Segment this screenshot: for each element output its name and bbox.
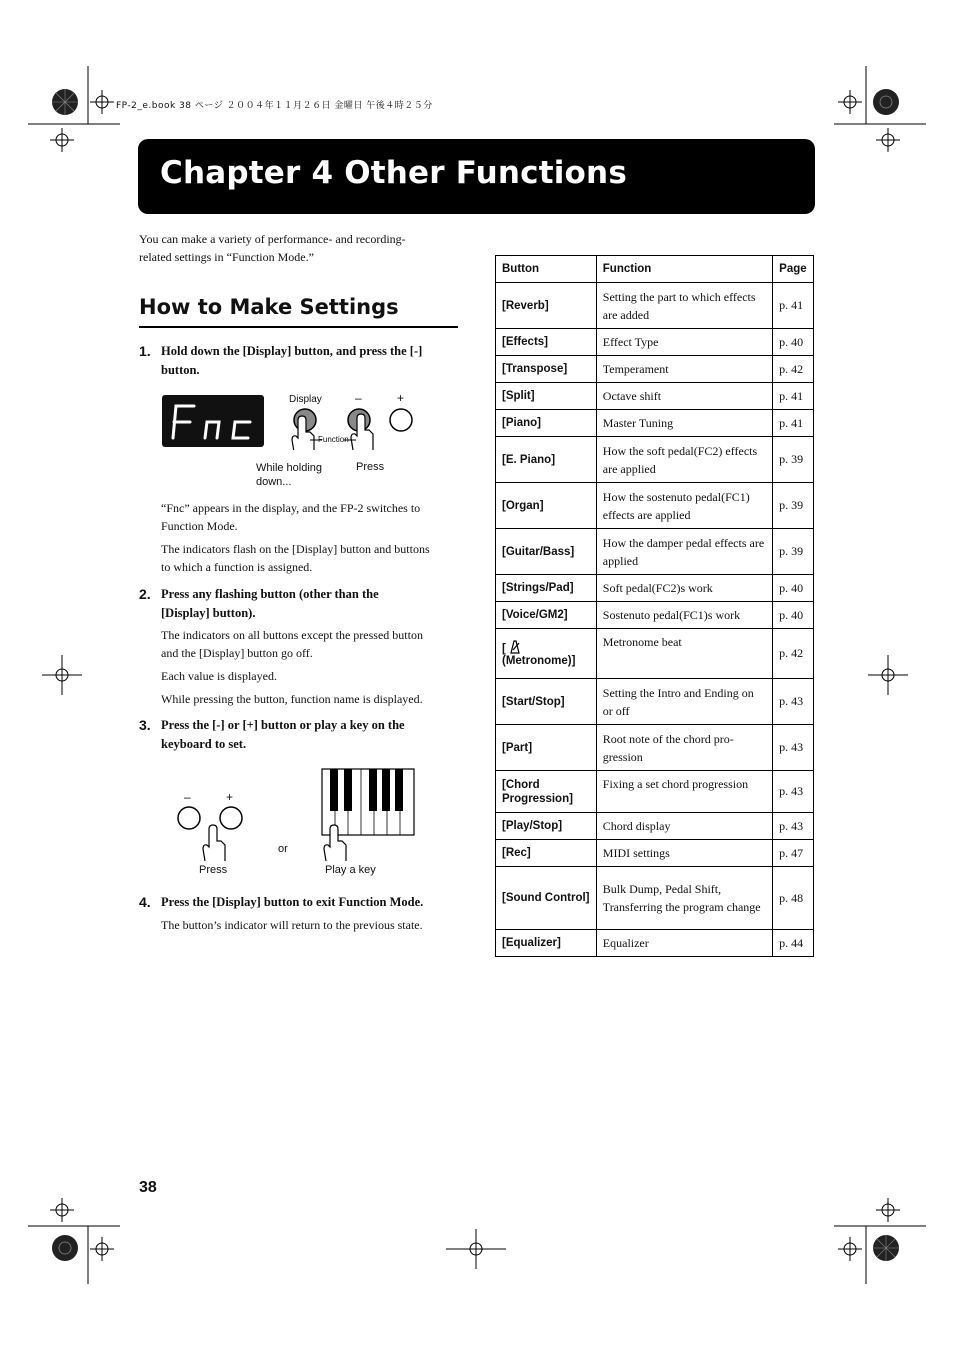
column-header: Button <box>496 256 597 283</box>
table-row: [Split] Octave shift p. 41 <box>496 383 814 410</box>
table-row: [Transpose] Temperament p. 42 <box>496 356 814 383</box>
page-number: 38 <box>139 1179 157 1196</box>
step-4-body: The button’s indicator will return to the previous state. <box>161 918 423 932</box>
metronome-icon <box>509 640 521 654</box>
function-label: Function <box>318 435 349 444</box>
table-row: [Play/Stop] Chord display p. 43 <box>496 813 814 840</box>
table-row: [Chord Progression] Fixing a set chord progression p. 43 <box>496 771 814 813</box>
plus-button <box>220 807 242 829</box>
minus-label: – <box>355 391 362 405</box>
step-2-body: The indicators on all buttons except the pressed button and the [Display] button go off. Each value is displayed. While pressing the button, function name is displayed. <box>161 628 423 706</box>
set-value-figure <box>170 765 420 865</box>
step-1-number: 1. <box>139 343 151 359</box>
table-row: [Guitar/Bass] How the damper pedal effects are applied p. 39 <box>496 529 814 575</box>
step-1-body: “Fnc” appears in the display, and the FP-2 switches to Function Mode. The indicators flash on the [Display] button and buttons to which a function is assigned. <box>161 501 430 574</box>
table-row: [Strings/Pad] Soft pedal(FC2)s work p. 40 <box>496 575 814 602</box>
table-row: [Reverb] Setting the part to which effects are added p. 41 <box>496 283 814 329</box>
caption-play-a-key: Play a key <box>325 864 376 876</box>
step-2-text: Press any flashing button (other than the [Display] button). <box>161 587 379 620</box>
step-1-text: Hold down the [Display] button, and press the [-] button. <box>161 344 423 377</box>
step-3-number: 3. <box>139 717 151 733</box>
plus-label: + <box>226 790 234 804</box>
plus-button <box>390 409 412 431</box>
step-3-text: Press the [-] or [+] button or play a key on the keyboard to set. <box>161 718 405 751</box>
file-info-header: FP-2_e.book 38 ページ ２００４年１１月２６日 金曜日 午後４時２５分 <box>116 101 433 111</box>
chapter-title: Chapter 4 Other Functions <box>160 155 627 191</box>
table-header-row <box>496 256 814 283</box>
table-row: [Equalizer] Equalizer p. 44 <box>496 930 814 957</box>
table-row: [Sound Control] Bulk Dump, Pedal Shift, Transferring the program change p. 48 <box>496 867 814 930</box>
step-4-number: 4. <box>139 894 151 910</box>
table-row: [Piano] Master Tuning p. 41 <box>496 410 814 437</box>
table-row: [Start/Stop] Setting the Intro and Ending on or off p. 43 <box>496 679 814 725</box>
function-table <box>495 255 814 957</box>
table-row: [Part] Root note of the chord pro-gression p. 43 <box>496 725 814 771</box>
section-title: How to Make Settings <box>139 295 399 319</box>
section-divider <box>139 326 458 328</box>
table-row: [Rec] MIDI settings p. 47 <box>496 840 814 867</box>
hand-icon <box>203 825 225 861</box>
minus-button <box>178 807 200 829</box>
table-row: [Voice/GM2] Sostenuto pedal(FC1)s work p. 40 <box>496 602 814 629</box>
minus-label: – <box>184 790 191 804</box>
column-header: Page <box>773 256 814 283</box>
caption-press: Press <box>199 864 228 876</box>
table-row: [Effects] Effect Type p. 40 <box>496 329 814 356</box>
plus-label: + <box>397 391 405 405</box>
display-button-label: Display <box>289 394 322 405</box>
table-row: [ (Metronome)] Metronome beat p. 42 <box>496 629 814 679</box>
caption-or: or <box>278 843 288 855</box>
column-header: Function <box>596 256 772 283</box>
intro-paragraph: You can make a variety of performance- and recording- related settings in “Function Mode.” <box>139 232 406 264</box>
table-row: [E. Piano] How the soft pedal(FC2) effects are applied p. 39 <box>496 437 814 483</box>
step-2-number: 2. <box>139 586 151 602</box>
caption-press: Press <box>356 461 385 473</box>
step-4-text: Press the [Display] button to exit Function Mode. <box>161 895 424 909</box>
table-row: [Organ] How the sostenuto pedal(FC1) effects are applied p. 39 <box>496 483 814 529</box>
caption-while-holding: While holding down... <box>256 462 323 488</box>
